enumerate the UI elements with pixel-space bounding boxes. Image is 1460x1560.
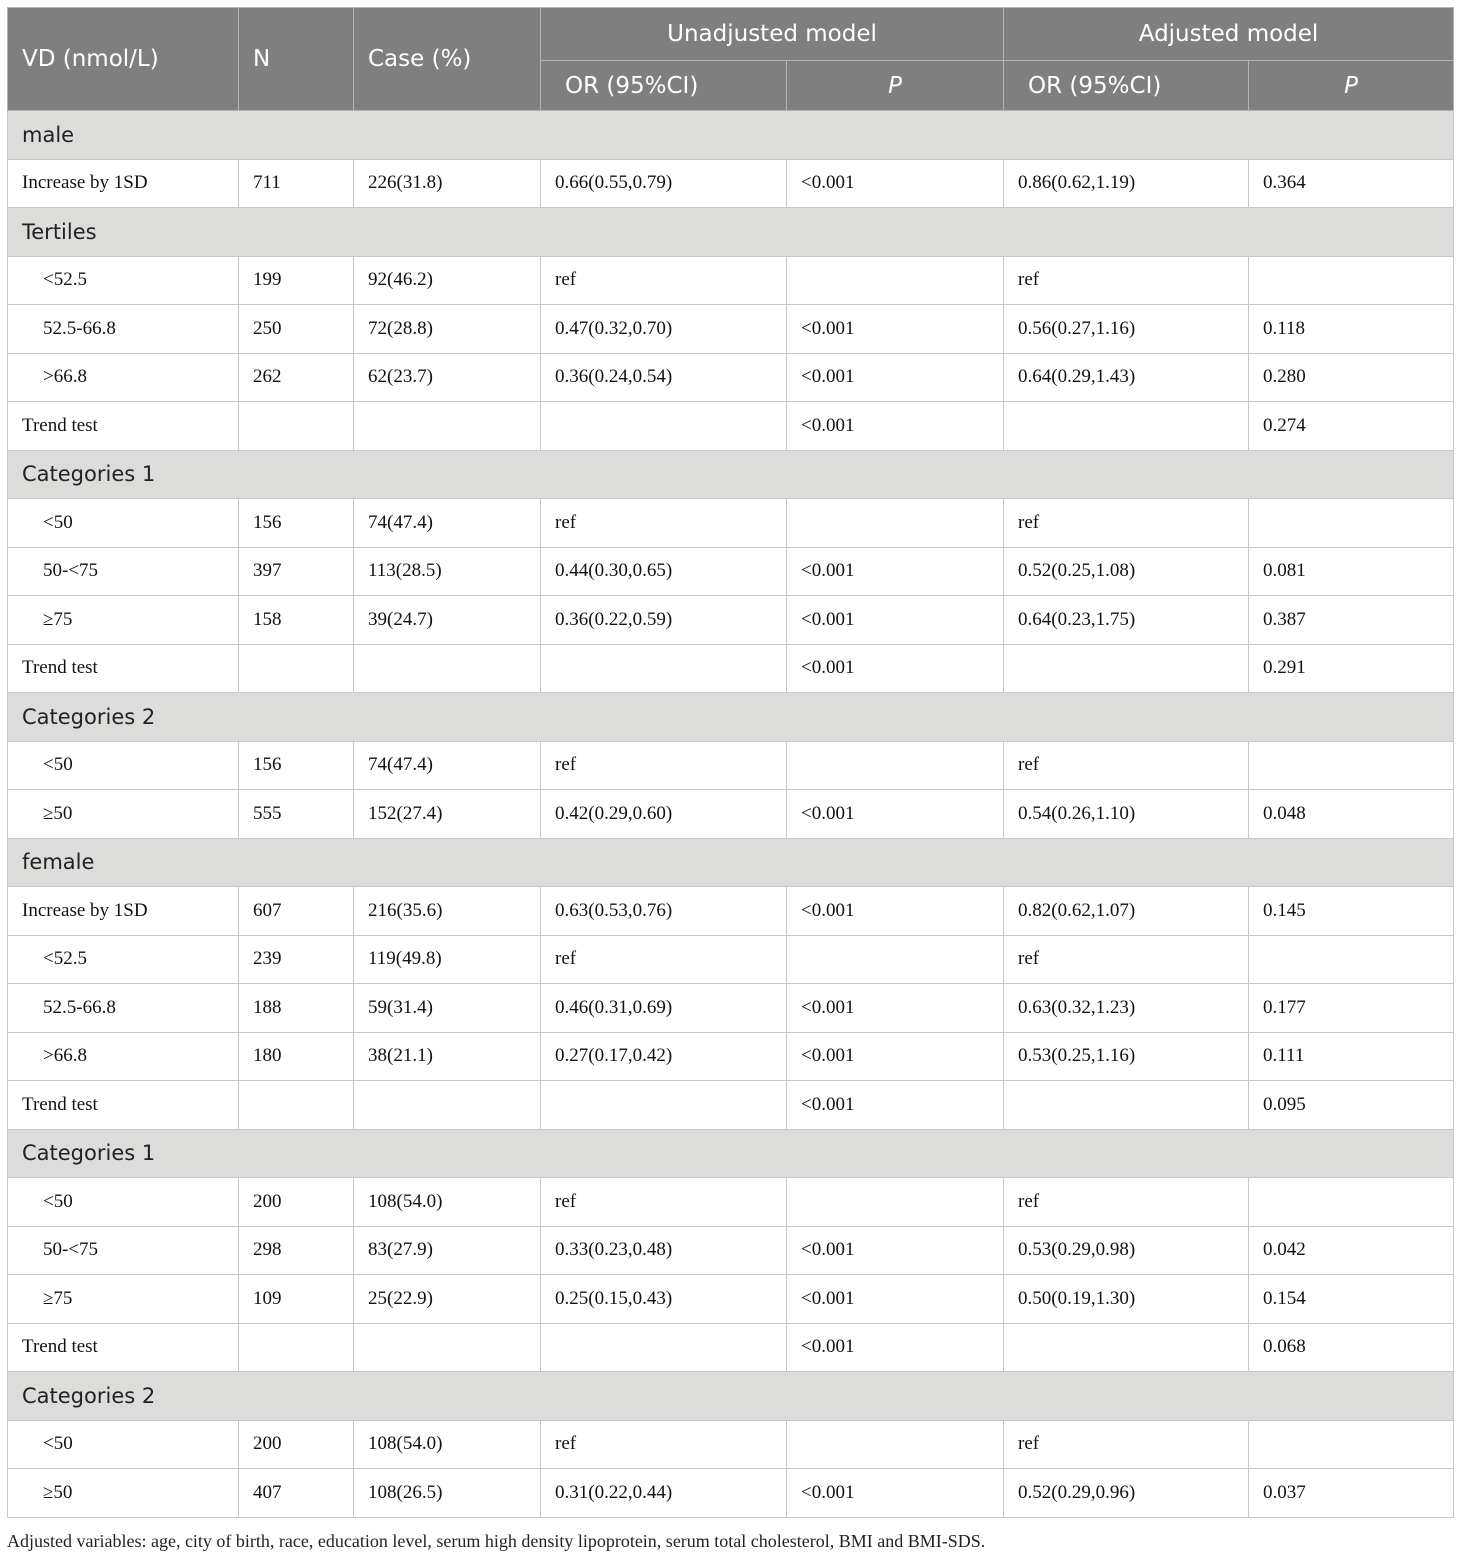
cell-unadjusted-or bbox=[541, 644, 787, 693]
cell-adjusted-p: 0.111 bbox=[1249, 1032, 1454, 1081]
cell-case-pct: 108(26.5) bbox=[354, 1469, 541, 1518]
cell-case-pct: 72(28.8) bbox=[354, 305, 541, 354]
table-row bbox=[8, 887, 1454, 936]
table-row bbox=[8, 1032, 1454, 1081]
cell-adjusted-or bbox=[1004, 644, 1249, 693]
cell-unadjusted-or: 0.33(0.23,0.48) bbox=[541, 1226, 787, 1275]
cell-n: 607 bbox=[239, 887, 354, 936]
cell-vd-level: Trend test bbox=[8, 402, 239, 451]
table-body bbox=[8, 111, 1454, 1518]
section-label: Categories 2 bbox=[8, 693, 1454, 742]
cell-case-pct: 62(23.7) bbox=[354, 353, 541, 402]
cell-unadjusted-or: 0.25(0.15,0.43) bbox=[541, 1275, 787, 1324]
cell-adjusted-p bbox=[1249, 935, 1454, 984]
cell-vd-level: <52.5 bbox=[8, 935, 239, 984]
cell-unadjusted-p: <0.001 bbox=[787, 353, 1004, 402]
table-row bbox=[8, 1323, 1454, 1372]
cell-adjusted-or: 0.82(0.62,1.07) bbox=[1004, 887, 1249, 936]
table-row bbox=[8, 1469, 1454, 1518]
section-header-row bbox=[8, 450, 1454, 499]
cell-n: 250 bbox=[239, 305, 354, 354]
cell-vd-level: Trend test bbox=[8, 644, 239, 693]
cell-vd-level: Increase by 1SD bbox=[8, 159, 239, 208]
cell-unadjusted-p bbox=[787, 935, 1004, 984]
cell-unadjusted-p: <0.001 bbox=[787, 402, 1004, 451]
cell-vd-level: 50-<75 bbox=[8, 547, 239, 596]
cell-unadjusted-p bbox=[787, 256, 1004, 305]
cell-unadjusted-or: 0.36(0.22,0.59) bbox=[541, 596, 787, 645]
cell-n: 298 bbox=[239, 1226, 354, 1275]
cell-adjusted-or: ref bbox=[1004, 256, 1249, 305]
table-row bbox=[8, 305, 1454, 354]
cell-adjusted-or: 0.54(0.26,1.10) bbox=[1004, 790, 1249, 839]
cell-unadjusted-or: ref bbox=[541, 1420, 787, 1469]
cell-case-pct: 216(35.6) bbox=[354, 887, 541, 936]
cell-case-pct: 108(54.0) bbox=[354, 1178, 541, 1227]
cell-case-pct: 25(22.9) bbox=[354, 1275, 541, 1324]
cell-vd-level: Trend test bbox=[8, 1081, 239, 1130]
cell-n: 158 bbox=[239, 596, 354, 645]
col-header-unadjusted-p: P bbox=[787, 61, 1004, 111]
cell-case-pct: 74(47.4) bbox=[354, 741, 541, 790]
cell-adjusted-p: 0.387 bbox=[1249, 596, 1454, 645]
cell-unadjusted-p bbox=[787, 741, 1004, 790]
cell-unadjusted-p: <0.001 bbox=[787, 547, 1004, 596]
section-header-row bbox=[8, 208, 1454, 257]
cell-adjusted-or: ref bbox=[1004, 1178, 1249, 1227]
cell-n bbox=[239, 402, 354, 451]
cell-case-pct: 74(47.4) bbox=[354, 499, 541, 548]
cell-vd-level: <50 bbox=[8, 499, 239, 548]
cell-adjusted-or: 0.86(0.62,1.19) bbox=[1004, 159, 1249, 208]
cell-adjusted-or: ref bbox=[1004, 499, 1249, 548]
cell-unadjusted-p: <0.001 bbox=[787, 305, 1004, 354]
cell-n bbox=[239, 1323, 354, 1372]
cell-n: 397 bbox=[239, 547, 354, 596]
cell-unadjusted-or: 0.47(0.32,0.70) bbox=[541, 305, 787, 354]
cell-vd-level: <50 bbox=[8, 741, 239, 790]
cell-adjusted-or bbox=[1004, 1081, 1249, 1130]
cell-adjusted-or bbox=[1004, 1323, 1249, 1372]
cell-vd-level: >66.8 bbox=[8, 1032, 239, 1081]
table-row bbox=[8, 1226, 1454, 1275]
cell-vd-level: Trend test bbox=[8, 1323, 239, 1372]
table-row bbox=[8, 1178, 1454, 1227]
table-row bbox=[8, 984, 1454, 1033]
cell-unadjusted-or: 0.63(0.53,0.76) bbox=[541, 887, 787, 936]
cell-adjusted-or: 0.63(0.32,1.23) bbox=[1004, 984, 1249, 1033]
cell-case-pct bbox=[354, 1323, 541, 1372]
cell-adjusted-p: 0.068 bbox=[1249, 1323, 1454, 1372]
cell-unadjusted-or: ref bbox=[541, 1178, 787, 1227]
cell-case-pct: 39(24.7) bbox=[354, 596, 541, 645]
cell-case-pct bbox=[354, 644, 541, 693]
cell-vd-level: <52.5 bbox=[8, 256, 239, 305]
cell-n: 200 bbox=[239, 1178, 354, 1227]
cell-case-pct: 152(27.4) bbox=[354, 790, 541, 839]
cell-case-pct bbox=[354, 1081, 541, 1130]
cell-adjusted-or: ref bbox=[1004, 1420, 1249, 1469]
cell-case-pct bbox=[354, 402, 541, 451]
cell-n bbox=[239, 644, 354, 693]
table-row bbox=[8, 741, 1454, 790]
cell-adjusted-or: ref bbox=[1004, 935, 1249, 984]
col-header-unadjusted-model: Unadjusted model bbox=[541, 8, 1004, 61]
cell-unadjusted-p: <0.001 bbox=[787, 1081, 1004, 1130]
cell-unadjusted-or bbox=[541, 1323, 787, 1372]
section-header-row bbox=[8, 1129, 1454, 1178]
cell-n: 262 bbox=[239, 353, 354, 402]
cell-n: 239 bbox=[239, 935, 354, 984]
section-label: male bbox=[8, 111, 1454, 160]
table-header bbox=[8, 8, 1454, 111]
cell-adjusted-p: 0.280 bbox=[1249, 353, 1454, 402]
cell-unadjusted-p: <0.001 bbox=[787, 887, 1004, 936]
cell-case-pct: 108(54.0) bbox=[354, 1420, 541, 1469]
table-row bbox=[8, 499, 1454, 548]
col-header-adjusted-model: Adjusted model bbox=[1004, 8, 1454, 61]
cell-adjusted-or bbox=[1004, 402, 1249, 451]
cell-adjusted-p: 0.145 bbox=[1249, 887, 1454, 936]
cell-adjusted-p bbox=[1249, 499, 1454, 548]
cell-unadjusted-p bbox=[787, 1178, 1004, 1227]
cell-unadjusted-or: ref bbox=[541, 935, 787, 984]
cell-adjusted-p bbox=[1249, 1178, 1454, 1227]
cell-case-pct: 119(49.8) bbox=[354, 935, 541, 984]
table-row bbox=[8, 547, 1454, 596]
cell-n: 407 bbox=[239, 1469, 354, 1518]
cell-adjusted-p: 0.274 bbox=[1249, 402, 1454, 451]
cell-n: 180 bbox=[239, 1032, 354, 1081]
cell-adjusted-or: ref bbox=[1004, 741, 1249, 790]
section-header-row bbox=[8, 111, 1454, 160]
cell-n: 200 bbox=[239, 1420, 354, 1469]
section-header-row bbox=[8, 1372, 1454, 1421]
cell-unadjusted-p: <0.001 bbox=[787, 1275, 1004, 1324]
cell-adjusted-or: 0.53(0.25,1.16) bbox=[1004, 1032, 1249, 1081]
cell-adjusted-or: 0.52(0.25,1.08) bbox=[1004, 547, 1249, 596]
cell-vd-level: <50 bbox=[8, 1178, 239, 1227]
section-label: Categories 1 bbox=[8, 450, 1454, 499]
section-label: female bbox=[8, 838, 1454, 887]
cell-case-pct: 92(46.2) bbox=[354, 256, 541, 305]
col-header-unadjusted-or: OR (95%CI) bbox=[541, 61, 787, 111]
cell-adjusted-or: 0.50(0.19,1.30) bbox=[1004, 1275, 1249, 1324]
cell-adjusted-p bbox=[1249, 741, 1454, 790]
table-row bbox=[8, 256, 1454, 305]
cell-vd-level: 52.5-66.8 bbox=[8, 984, 239, 1033]
table-row bbox=[8, 644, 1454, 693]
cell-unadjusted-or: ref bbox=[541, 256, 787, 305]
cell-n: 199 bbox=[239, 256, 354, 305]
cell-case-pct: 38(21.1) bbox=[354, 1032, 541, 1081]
cell-adjusted-or: 0.52(0.29,0.96) bbox=[1004, 1469, 1249, 1518]
cell-unadjusted-p: <0.001 bbox=[787, 596, 1004, 645]
col-header-adjusted-p: P bbox=[1249, 61, 1454, 111]
cell-vd-level: 52.5-66.8 bbox=[8, 305, 239, 354]
cell-n: 156 bbox=[239, 499, 354, 548]
cell-unadjusted-p: <0.001 bbox=[787, 1323, 1004, 1372]
cell-unadjusted-p: <0.001 bbox=[787, 159, 1004, 208]
cell-adjusted-p: 0.177 bbox=[1249, 984, 1454, 1033]
cell-n: 555 bbox=[239, 790, 354, 839]
cell-vd-level: ≥75 bbox=[8, 596, 239, 645]
cell-unadjusted-p: <0.001 bbox=[787, 1226, 1004, 1275]
table-row bbox=[8, 596, 1454, 645]
cell-n: 711 bbox=[239, 159, 354, 208]
section-label: Categories 1 bbox=[8, 1129, 1454, 1178]
cell-unadjusted-p bbox=[787, 499, 1004, 548]
cell-case-pct: 83(27.9) bbox=[354, 1226, 541, 1275]
header-row-top bbox=[8, 8, 1454, 61]
cell-adjusted-or: 0.64(0.23,1.75) bbox=[1004, 596, 1249, 645]
cell-unadjusted-or: 0.42(0.29,0.60) bbox=[541, 790, 787, 839]
cell-unadjusted-p: <0.001 bbox=[787, 1032, 1004, 1081]
cell-unadjusted-or bbox=[541, 1081, 787, 1130]
cell-vd-level: Increase by 1SD bbox=[8, 887, 239, 936]
cell-adjusted-p bbox=[1249, 1420, 1454, 1469]
cell-case-pct: 59(31.4) bbox=[354, 984, 541, 1033]
cell-adjusted-p: 0.048 bbox=[1249, 790, 1454, 839]
cell-adjusted-p: 0.364 bbox=[1249, 159, 1454, 208]
table-row bbox=[8, 159, 1454, 208]
col-header-case: Case (%) bbox=[354, 8, 541, 111]
section-header-row bbox=[8, 838, 1454, 887]
table-footnote: Adjusted variables: age, city of birth, race, education level, serum high density lipoprotein, serum total cholesterol, BMI and BMI-SDS. bbox=[7, 1531, 986, 1551]
cell-vd-level: ≥75 bbox=[8, 1275, 239, 1324]
cell-n: 109 bbox=[239, 1275, 354, 1324]
cell-adjusted-p bbox=[1249, 256, 1454, 305]
cell-unadjusted-or: 0.27(0.17,0.42) bbox=[541, 1032, 787, 1081]
cell-vd-level: ≥50 bbox=[8, 1469, 239, 1518]
section-header-row bbox=[8, 693, 1454, 742]
cell-adjusted-p: 0.154 bbox=[1249, 1275, 1454, 1324]
cell-unadjusted-p: <0.001 bbox=[787, 984, 1004, 1033]
cell-adjusted-or: 0.53(0.29,0.98) bbox=[1004, 1226, 1249, 1275]
table-row bbox=[8, 935, 1454, 984]
cell-unadjusted-or: ref bbox=[541, 499, 787, 548]
table-row bbox=[8, 353, 1454, 402]
results-table bbox=[7, 7, 1454, 1518]
cell-adjusted-p: 0.291 bbox=[1249, 644, 1454, 693]
cell-unadjusted-or: ref bbox=[541, 741, 787, 790]
cell-unadjusted-or: 0.31(0.22,0.44) bbox=[541, 1469, 787, 1518]
table-row bbox=[8, 1275, 1454, 1324]
cell-n: 188 bbox=[239, 984, 354, 1033]
cell-adjusted-p: 0.081 bbox=[1249, 547, 1454, 596]
cell-unadjusted-p: <0.001 bbox=[787, 1469, 1004, 1518]
table-row bbox=[8, 790, 1454, 839]
col-header-vd: VD (nmol/L) bbox=[8, 8, 239, 111]
cell-unadjusted-p: <0.001 bbox=[787, 790, 1004, 839]
col-header-adjusted-or: OR (95%CI) bbox=[1004, 61, 1249, 111]
table-row bbox=[8, 1420, 1454, 1469]
cell-case-pct: 226(31.8) bbox=[354, 159, 541, 208]
cell-unadjusted-or: 0.36(0.24,0.54) bbox=[541, 353, 787, 402]
cell-unadjusted-p: <0.001 bbox=[787, 644, 1004, 693]
cell-unadjusted-or bbox=[541, 402, 787, 451]
table-row bbox=[8, 402, 1454, 451]
cell-n bbox=[239, 1081, 354, 1130]
cell-vd-level: >66.8 bbox=[8, 353, 239, 402]
col-header-n: N bbox=[239, 8, 354, 111]
cell-unadjusted-or: 0.44(0.30,0.65) bbox=[541, 547, 787, 596]
cell-adjusted-or: 0.56(0.27,1.16) bbox=[1004, 305, 1249, 354]
cell-vd-level: ≥50 bbox=[8, 790, 239, 839]
cell-adjusted-p: 0.118 bbox=[1249, 305, 1454, 354]
cell-vd-level: 50-<75 bbox=[8, 1226, 239, 1275]
cell-adjusted-p: 0.095 bbox=[1249, 1081, 1454, 1130]
table-row bbox=[8, 1081, 1454, 1130]
cell-adjusted-p: 0.042 bbox=[1249, 1226, 1454, 1275]
section-label: Tertiles bbox=[8, 208, 1454, 257]
cell-unadjusted-or: 0.46(0.31,0.69) bbox=[541, 984, 787, 1033]
cell-unadjusted-or: 0.66(0.55,0.79) bbox=[541, 159, 787, 208]
cell-n: 156 bbox=[239, 741, 354, 790]
cell-vd-level: <50 bbox=[8, 1420, 239, 1469]
cell-adjusted-p: 0.037 bbox=[1249, 1469, 1454, 1518]
cell-unadjusted-p bbox=[787, 1420, 1004, 1469]
section-label: Categories 2 bbox=[8, 1372, 1454, 1421]
cell-adjusted-or: 0.64(0.29,1.43) bbox=[1004, 353, 1249, 402]
cell-case-pct: 113(28.5) bbox=[354, 547, 541, 596]
